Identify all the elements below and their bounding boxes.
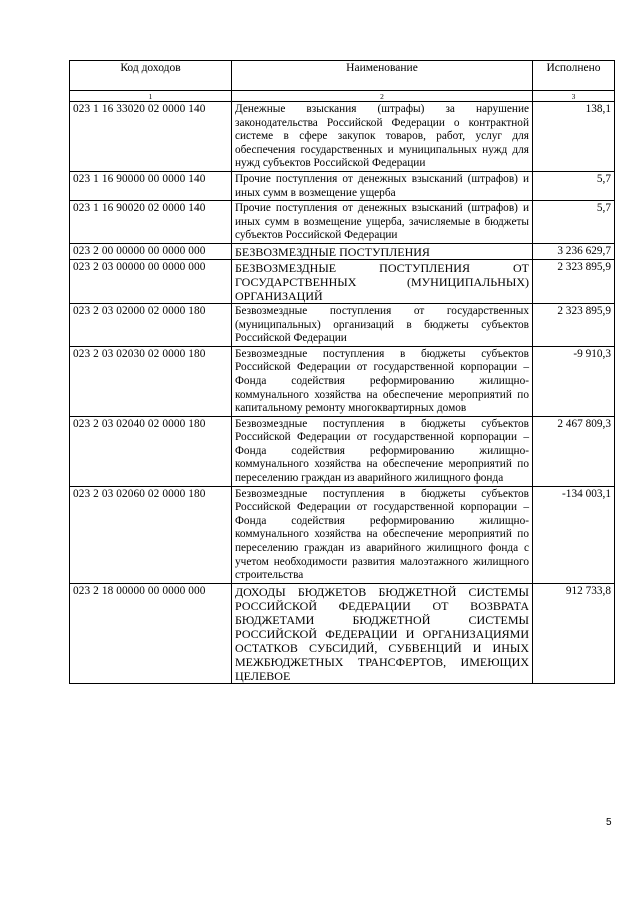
revenue-value: 3 236 629,7 <box>533 243 615 259</box>
revenue-value: -134 003,1 <box>533 486 615 583</box>
header-executed: Исполнено <box>533 61 615 91</box>
table-row <box>70 346 615 416</box>
table-row <box>70 583 615 683</box>
revenue-name: БЕЗВОЗМЕЗДНЫЕ ПОСТУПЛЕНИЯ <box>232 243 533 259</box>
revenue-name: Прочие поступления от денежных взысканий (штрафов) и иных сумм в возмещение ущерба, зачисляемые в бюджеты субъектов Российской Федерации <box>232 201 533 244</box>
revenue-code: 023 1 16 90020 02 0000 140 <box>70 201 232 244</box>
revenue-value: 912 733,8 <box>533 583 615 683</box>
table-row <box>70 102 615 172</box>
table-row <box>70 416 615 486</box>
table-row <box>70 486 615 583</box>
revenue-value: 5,7 <box>533 201 615 244</box>
table-row <box>70 243 615 259</box>
revenue-code: 023 2 00 00000 00 0000 000 <box>70 243 232 259</box>
revenue-name: БЕЗВОЗМЕЗДНЫЕ ПОСТУПЛЕНИЯ ОТ ГОСУДАРСТВЕННЫХ (МУНИЦИПАЛЬНЫХ) ОРГАНИЗАЦИЙ <box>232 259 533 303</box>
table-row <box>70 171 615 200</box>
column-number: 2 <box>232 91 533 102</box>
column-number: 3 <box>533 91 615 102</box>
revenue-value: 5,7 <box>533 171 615 200</box>
revenue-value: 138,1 <box>533 102 615 172</box>
revenue-name: Безвозмездные поступления в бюджеты субъектов Российской Федерации от государственной корпорации – Фонда содействия реформированию жилищно-коммунального хозяйства на обеспечение мероприятий по переселению граждан из аварийного жилищного фонда с учетом необходимости развития малоэтажного жилищного строительства <box>232 486 533 583</box>
header-code: Код доходов <box>70 61 232 91</box>
revenue-value: 2 323 895,9 <box>533 259 615 303</box>
revenue-code: 023 2 18 00000 00 0000 000 <box>70 583 232 683</box>
revenue-table <box>69 60 615 684</box>
revenue-name: Денежные взыскания (штрафы) за нарушение законодательства Российской Федерации о контрактной системе в сфере закупок товаров, работ, услуг для обеспечения государственных и муниципальных нужд для нужд субъектов Российской Федерации <box>232 102 533 172</box>
revenue-code: 023 1 16 33020 02 0000 140 <box>70 102 232 172</box>
table-row <box>70 303 615 346</box>
revenue-name: Безвозмездные поступления в бюджеты субъектов Российской Федерации от государственной корпорации – Фонда содействия реформированию жилищно-коммунального хозяйства на обеспечение мероприятий по капитальному ремонту многоквартирных домов <box>232 346 533 416</box>
table-row <box>70 259 615 303</box>
revenue-code: 023 2 03 02060 02 0000 180 <box>70 486 232 583</box>
revenue-value: 2 467 809,3 <box>533 416 615 486</box>
revenue-code: 023 2 03 00000 00 0000 000 <box>70 259 232 303</box>
revenue-value: 2 323 895,9 <box>533 303 615 346</box>
revenue-code: 023 2 03 02030 02 0000 180 <box>70 346 232 416</box>
column-number-row <box>70 91 615 102</box>
table-header-row <box>70 61 615 91</box>
revenue-name: Безвозмездные поступления от государственных (муниципальных) организаций в бюджеты субъектов Российской Федерации <box>232 303 533 346</box>
revenue-name: ДОХОДЫ БЮДЖЕТОВ БЮДЖЕТНОЙ СИСТЕМЫ РОССИЙСКОЙ ФЕДЕРАЦИИ ОТ ВОЗВРАТА БЮДЖЕТАМИ БЮДЖЕТНОЙ СИСТЕМЫ РОССИЙСКОЙ ФЕДЕРАЦИИ И ОРГАНИЗАЦИЯМИ ОСТАТКОВ СУБСИДИЙ, СУБВЕНЦИЙ И ИНЫХ МЕЖБЮДЖЕТНЫХ ТРАНСФЕРТОВ, ИМЕЮЩИХ ЦЕЛЕВОЕ <box>232 583 533 683</box>
revenue-code: 023 1 16 90000 00 0000 140 <box>70 171 232 200</box>
page-number: 5 <box>606 817 612 828</box>
revenue-code: 023 2 03 02000 02 0000 180 <box>70 303 232 346</box>
revenue-value: -9 910,3 <box>533 346 615 416</box>
header-name: Наименование <box>232 61 533 91</box>
revenue-name: Безвозмездные поступления в бюджеты субъектов Российской Федерации от государственной корпорации – Фонда содействия реформированию жилищно-коммунального хозяйства на обеспечение мероприятий по переселению граждан из аварийного жилищного фонда <box>232 416 533 486</box>
revenue-code: 023 2 03 02040 02 0000 180 <box>70 416 232 486</box>
revenue-name: Прочие поступления от денежных взысканий (штрафов) и иных сумм в возмещение ущерба <box>232 171 533 200</box>
table-row <box>70 201 615 244</box>
column-number: 1 <box>70 91 232 102</box>
